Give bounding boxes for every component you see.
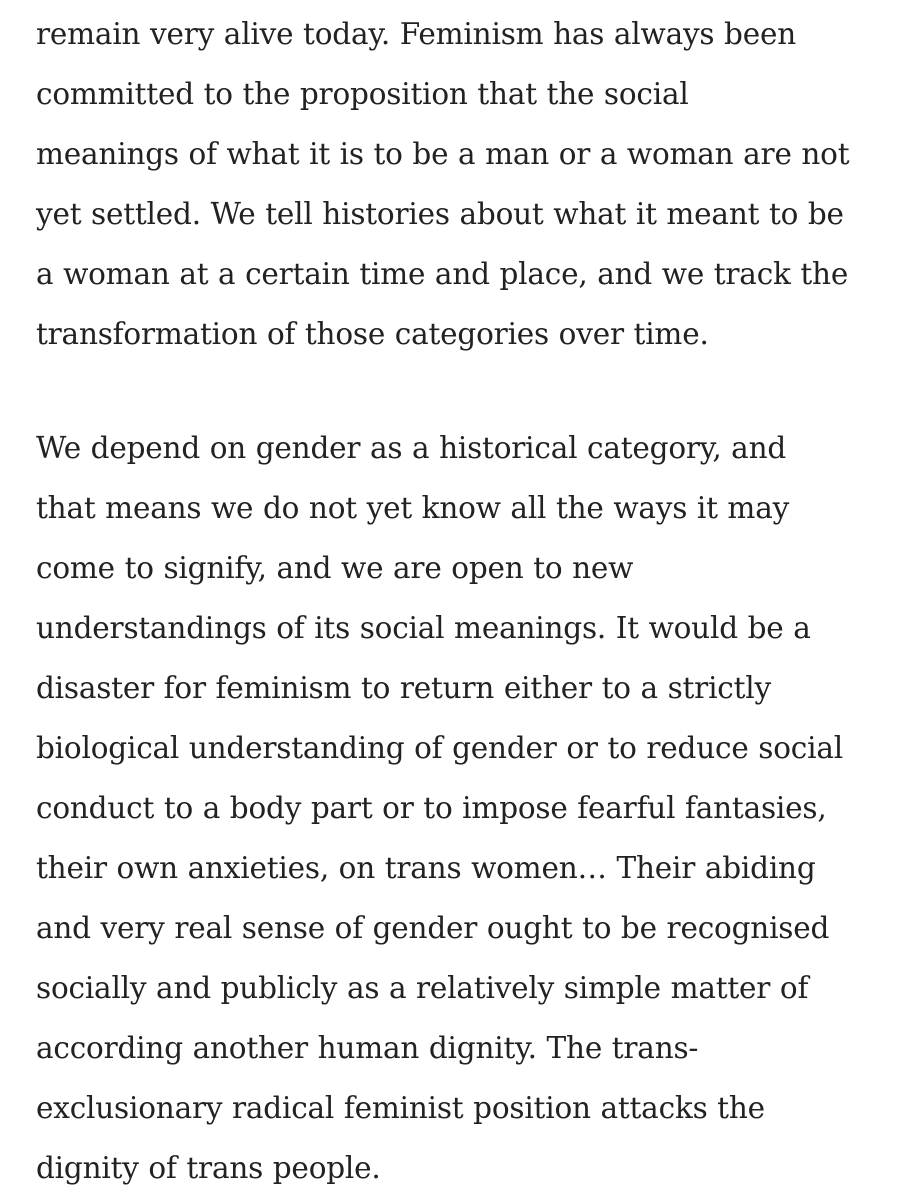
text-line: according another human dignity. The trans- <box>36 1031 699 1065</box>
text-line: meanings of what it is to be a man or a woman are not <box>36 137 850 171</box>
text-line: disaster for feminism to return either to a strictly <box>36 671 771 705</box>
text-line: exclusionary radical feminist position attacks the <box>36 1091 765 1125</box>
text-line: remain very alive today. Feminism has always been <box>36 17 797 51</box>
text-line: understandings of its social meanings. It would be a <box>36 611 811 645</box>
text-line: yet settled. We tell histories about what it meant to be <box>36 197 844 231</box>
paragraph-2 <box>36 418 843 1198</box>
text-line: committed to the proposition that the social <box>36 77 689 111</box>
text-line: that means we do not yet know all the ways it may <box>36 491 790 525</box>
text-line: socially and publicly as a relatively simple matter of <box>36 971 809 1005</box>
paragraph-1 <box>36 4 849 364</box>
text-line: a woman at a certain time and place, and we track the <box>36 257 849 291</box>
text-line: transformation of those categories over time. <box>36 317 709 351</box>
text-line: biological understanding of gender or to reduce social <box>36 731 843 765</box>
text-line: and very real sense of gender ought to be recognised <box>36 911 830 945</box>
text-line: We depend on gender as a historical category, and <box>36 431 787 465</box>
text-line: their own anxieties, on trans women… Their abiding <box>36 851 816 885</box>
text-line: conduct to a body part or to impose fearful fantasies, <box>36 791 827 825</box>
text-line: come to signify, and we are open to new <box>36 551 634 585</box>
text-line: dignity of trans people. <box>36 1151 381 1185</box>
